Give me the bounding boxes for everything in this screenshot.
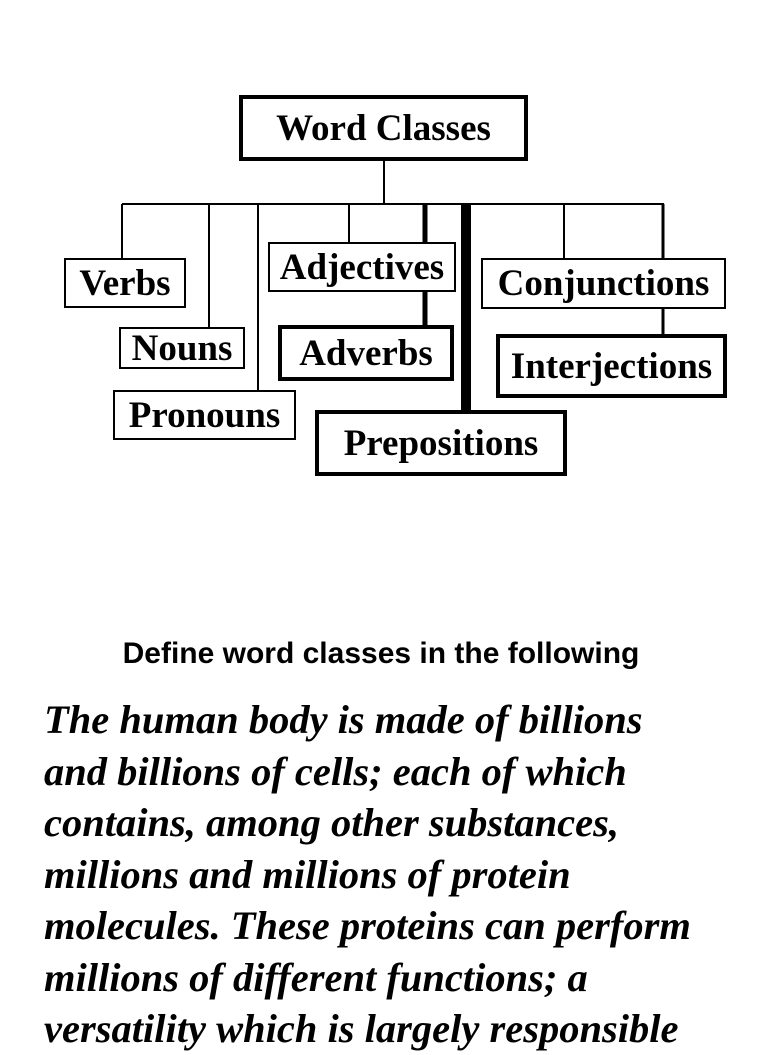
exercise-prompt: Define word classes in the following — [122, 637, 640, 670]
passage-line: contains, among other substances, — [44, 800, 619, 845]
exercise-passage — [44, 694, 764, 1055]
node-verbs: Verbs — [64, 258, 186, 308]
node-pronouns: Pronouns — [113, 390, 296, 440]
node-conjunctions: Conjunctions — [481, 258, 726, 309]
passage-line: and billions of cells; each of which — [44, 748, 627, 794]
passage-line: versatility which is largely responsible — [44, 1006, 679, 1051]
passage-line: millions and millions of protein — [44, 851, 571, 897]
node-nouns: Nouns — [119, 327, 245, 369]
node-interjections: Interjections — [496, 334, 727, 398]
node-prepositions: Prepositions — [315, 410, 567, 476]
node-adjectives: Adjectives — [268, 242, 456, 292]
root-node-word-classes: Word Classes — [239, 95, 528, 161]
passage-line: molecules. These proteins can perform — [44, 903, 691, 948]
node-adverbs: Adverbs — [278, 325, 454, 381]
passage-line: millions of different functions; a — [44, 954, 588, 1000]
passage-line: The human body is made of billions — [44, 697, 643, 742]
